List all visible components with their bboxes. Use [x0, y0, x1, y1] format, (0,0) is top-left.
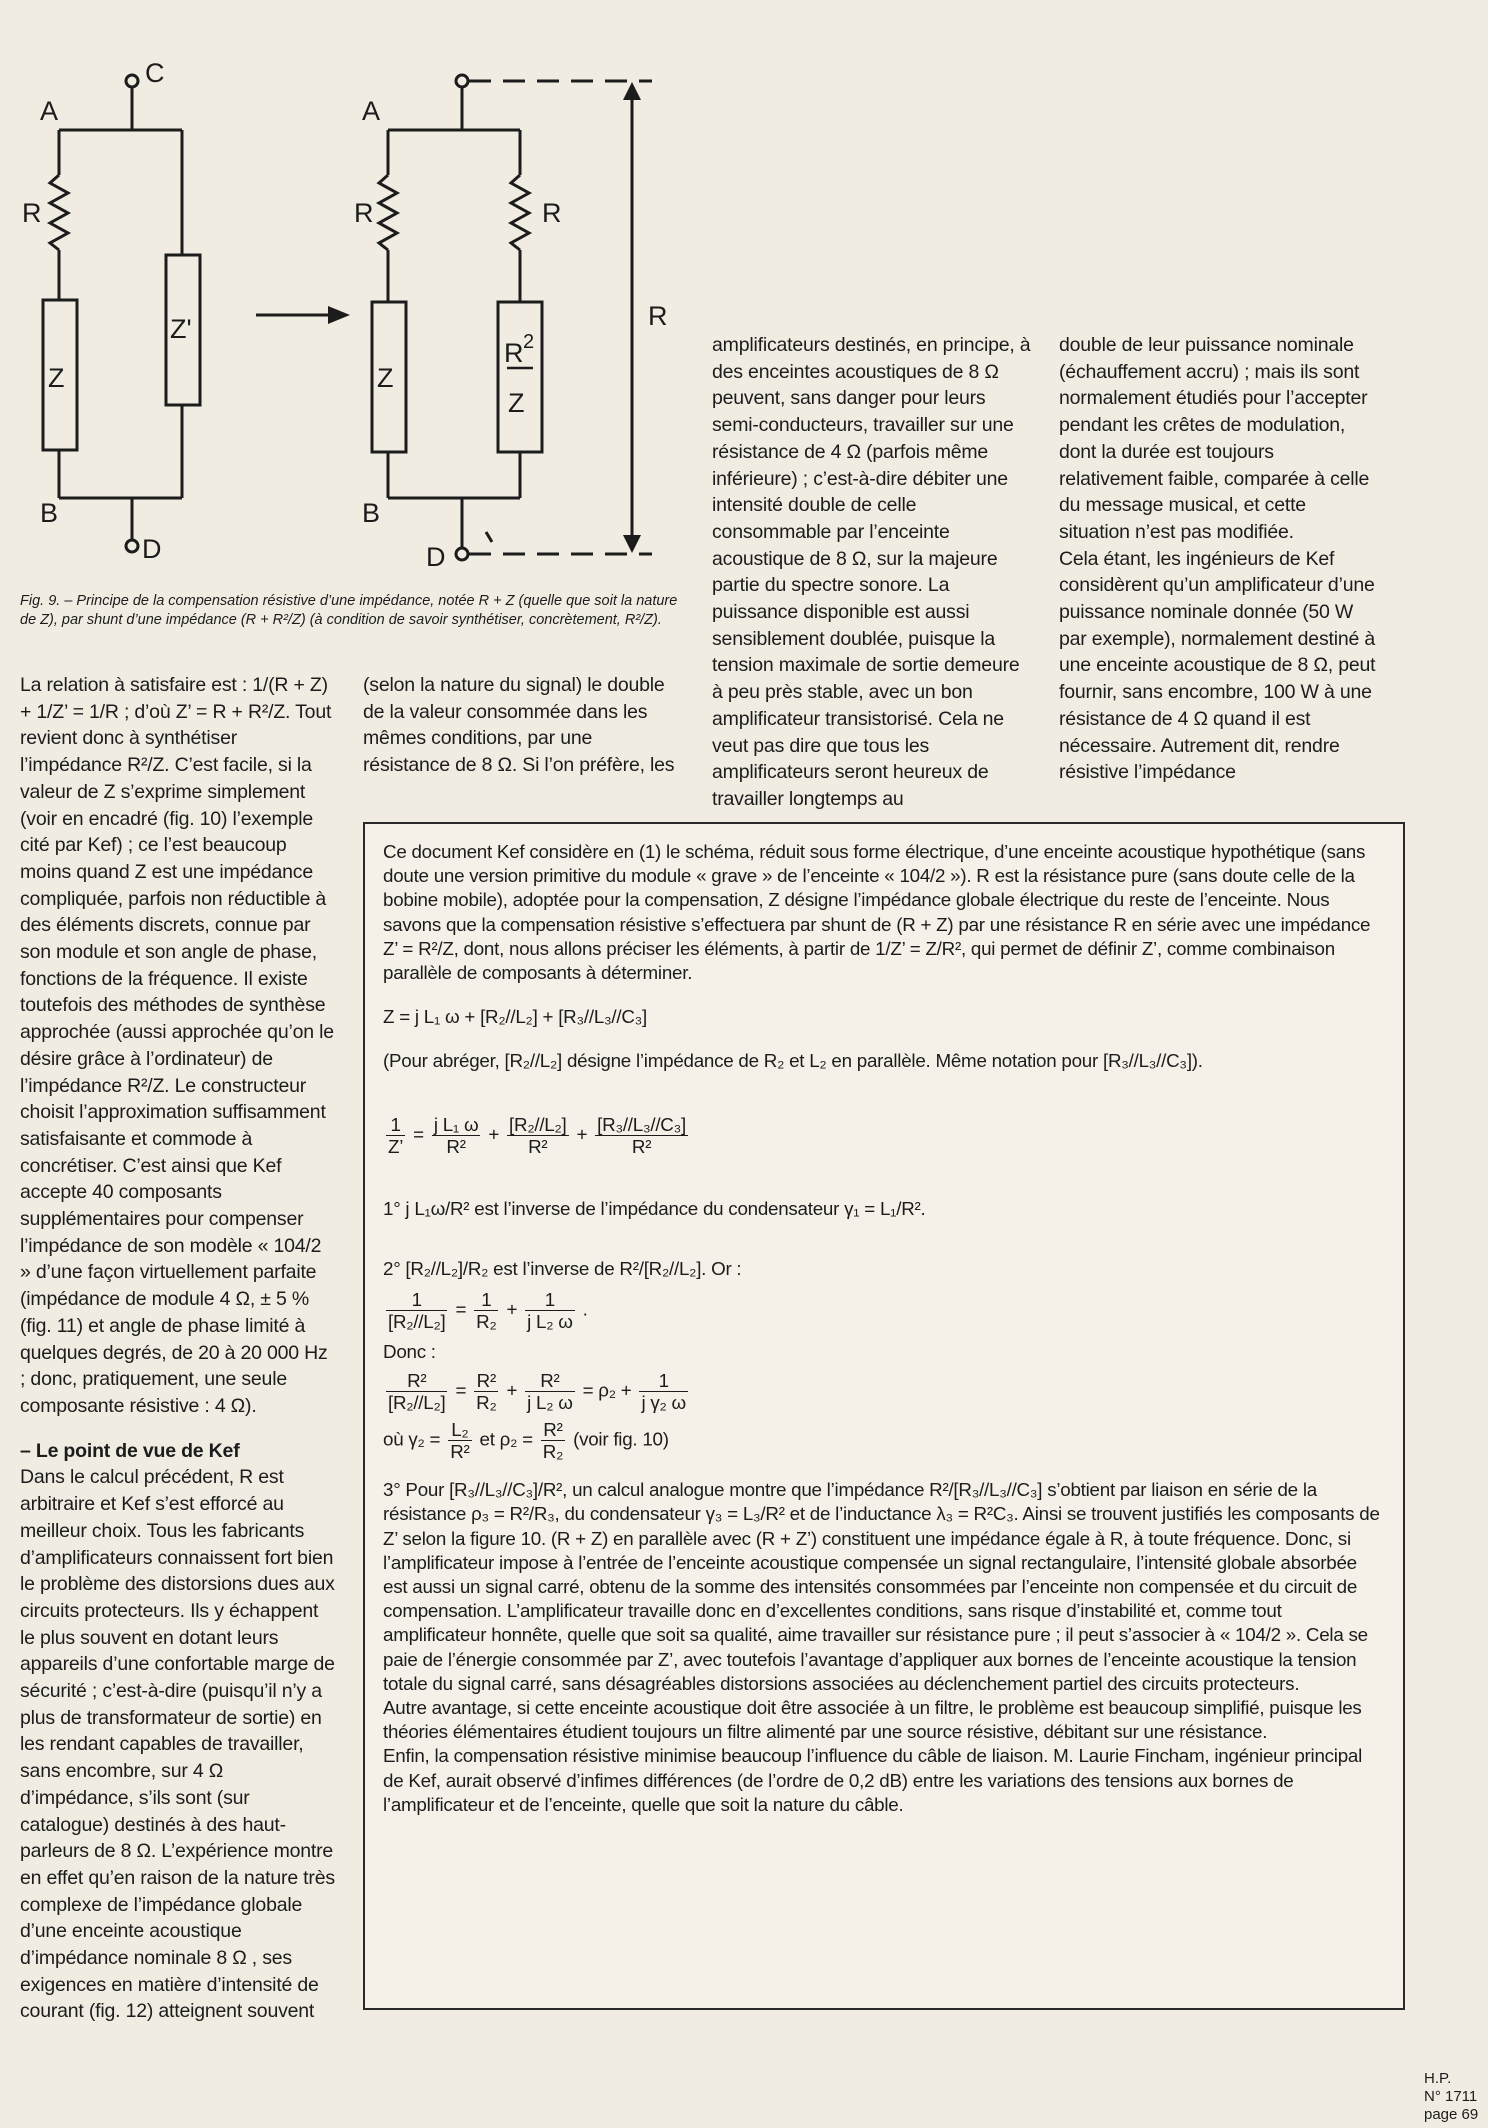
label-z-right: Z — [377, 363, 394, 393]
folio-page: page 69 — [1424, 2106, 1479, 2123]
column-1 — [20, 672, 336, 2025]
label-a: A — [40, 96, 59, 126]
label-r2-den: Z — [508, 388, 525, 418]
label-c: C — [145, 58, 165, 88]
box-equation-donc: $\frac{\text{R²}}{\text{[R₂//L₂]}}$ = $\frac{\text{R²}}{\text{R₂}}$ + $\frac{\text{R²}}{\text{j L₂ ω}}$ = ρ₂ + $\frac{1}{\text{j γ₂ ω}}$ — [388, 1370, 686, 1414]
label-r-total: R — [648, 301, 668, 331]
col4-paragraph-1: double de leur puissance nominale (échauffement accru) ; mais ils sont normalement étudiés pour l’accepter pendant les crêtes de modulation, dont la durée est toujours relativement faible, comparée à celle du message musical, et cette situation n’est pas modifiée. — [1059, 334, 1370, 543]
box-equation-z: Z = j L₁ ω + [R₂//L₂] + [R₃//L₃//C₃] — [383, 1006, 648, 1028]
label-d-right: D — [426, 542, 446, 572]
label-b-right: B — [362, 498, 381, 528]
label-z: Z — [48, 363, 65, 393]
column-4 — [1059, 332, 1381, 786]
label-r2-num: R — [504, 338, 524, 368]
box-paragraph-filter: Autre avantage, si cette enceinte acoustique doit être associée à un filtre, le problème est beaucoup simplifié, puisque les théories élémentaires étudient toujours un filtre alimenté par une source résistive, débitant sur une résistance. — [383, 1697, 1362, 1743]
col3-paragraph-1: amplificateurs destinés, en principe, à des enceintes acoustiques de 8 Ω peuvent, sans danger pour leurs semi-conducteurs, travailler sur une résistance de 4 Ω (parfois même inférieure) ; c’est-à-dire débiter une intensité double de celle consommable par l’enceinte acoustique de 8 Ω, sur la majeure partie du spectre sonore. La puissance disponible est aussi sensiblement doublée, puisque la tension maximale de sortie demeure à peu près stable, avec un bon amplificateur transistorisé. Cela ne veut pas dire que tous les amplificateurs seront heureux de travailler longtemps au — [712, 334, 1031, 810]
box-paragraph-cable: Enfin, la compensation résistive minimise beaucoup l’influence du câble de liaison. M. Laurie Fincham, ingénieur principal de Kef, aurait observé d’infimes différences (de l’ordre de 0,2 dB) entre les variations des tensions aux bornes de l’amplificateur et de l’enceinte, quelle que soit la nature du câble. — [383, 1745, 1363, 1815]
col4-paragraph-2: Cela étant, les ingénieurs de Kef considèrent qu’un amplificateur d’une puissance nominale donnée (50 W par exemple), normalement destiné à une enceinte acoustique de 8 Ω, peut fournir, sans encombre, 100 W à une résistance de 4 Ω quand il est nécessaire. Autrement dit, rendre résistive l’impédance — [1059, 547, 1376, 784]
box-paragraph-1: Ce document Kef considère en (1) le schéma, réduit sous forme électrique, d’une enceinte acoustique hypothétique (sans doute une version primitive du module « grave » de l’enceinte « 104/2 »). R est la résistance pure (sans doute celle de la bobine mobile), adoptée pour la compensation, Z désigne l’impédance globale électrique du reste de l’enceinte. Nous savons que la compensation résistive s’effectuera par shunt de (R + Z) par une résistance R en série avec une impédance Z’ = R²/Z, dont, nous allons préciser les éléments, à partir de 1/Z’ = Z/R², qui permet de définir Z’, comme combinaison parallèle de composants à déterminer. — [383, 841, 1371, 984]
section-heading-kef: – Le point de vue de Kef — [20, 1439, 240, 1462]
box-paragraph-2: (Pour abréger, [R₂//L₂] désigne l’impédance de R₂ et L₂ en parallèle. Même notation pour [R₃//L₃//C₃]). — [383, 1050, 1203, 1072]
box-equation-gamma2: où γ₂ = $\frac{\text{L₂}}{\text{R²}}$ et ρ₂ = $\frac{\text{R²}}{\text{R₂}}$ (voir fig. 10) — [383, 1419, 669, 1463]
box-point-1: 1° j L₁ω/R² est l’inverse de l’impédance du condensateur γ₁ = L₁/R². — [383, 1197, 926, 1219]
col2-paragraph-1: (selon la nature du signal) le double de la valeur consommée dans les mêmes conditions, par une résistance de 8 Ω. Si l’on préfère, les — [363, 674, 675, 777]
figure-9-schematic — [20, 40, 680, 580]
label-r-left: R — [354, 198, 374, 228]
label-r-right: R — [542, 198, 562, 228]
column-2 — [363, 672, 675, 779]
label-b: B — [40, 498, 59, 528]
folio-issue: N° 1711 — [1424, 2088, 1478, 2105]
col1-paragraph-1: La relation à satisfaire est : 1/(R + Z) + 1/Z’ = 1/R ; d’où Z’ = R + R²/Z. Tout revient donc à synthétiser l’impédance R²/Z. C’est facile, si la valeur de Z s’exprime simplement (voir en encadré (fig. 10) l’exemple cité par Kef) ; ce l’est beaucoup moins quand Z est une impédance compliquée, parfois non réductible à des éléments discrets, connue par son module et son angle de phase, fonctions de la fréquence. Il existe toutefois des méthodes de synthèse approchée (aussi approchée qu’on le désire grâce à l’ordinateur) de l’impédance R²/Z. Le constructeur choisit l’approximation suffisamment satisfaisante et commode à concrétiser. C’est ainsi que Kef accepte 40 composants supplémentaires pour compenser l’impédance de son modèle « 104/2 » d’une façon virtuellement parfaite (impédance de module 4 Ω, ± 5 % (fig. 11) et angle de phase limité à quelques degrés, de 20 à 20 000 Hz ; donc, pratiquement, une seule composante résistive : 4 Ω). — [20, 674, 334, 1417]
column-3 — [712, 332, 1034, 813]
box-equation-inverse-z: $\frac{1}{Z’}$ = $\frac{\text{j L₁ ω}}{\text{R²}}$ + $\frac{\text{[R₂//L₂]}}{\text{R²}}$ + $\frac{\text{[R₃//L₃//C₃]}}{\text{R²}}$ — [388, 1113, 686, 1157]
label-d: D — [142, 534, 162, 564]
label-a-right: A — [362, 96, 381, 126]
figure-caption: Fig. 9. – Principe de la compensation résistive d’une impédance, notée R + Z (quelle que soit la nature de Z), par shunt d’une impédance (R + R²/Z) (à condition de savoir synthétiser, concrètement, R²/Z). — [20, 593, 678, 628]
col1-paragraph-2: Dans le calcul précédent, R est arbitraire et Kef s’est efforcé au meilleur choix. Tous les fabricants d’amplificateurs connaissent fort bien le problème des distorsions dues aux circuits protecteurs. Ils y échappent le plus souvent en dotant leurs appareils d’une confortable marge de sécurité ; c’est-à-dire (puisqu’il n’y a plus de transformateur de sortie) en les rendant capables de travailler, sans encombre, sur 4 Ω d’impédance, s’ils sont (sur catalogue) destinés à des haut-parleurs de 8 Ω. L’expérience montre en effet qu’en raison de la nature très complexe de l’impédance globale d’une enceinte acoustique d’impédance nominale 8 Ω , ses exigences en matière d’intensité de courant (fig. 12) atteignent souvent — [20, 1466, 335, 2023]
inset-box-fig10 — [363, 822, 1405, 2010]
page-folio — [1424, 2070, 1488, 2124]
box-point-3: 3° Pour [R₃//L₃//C₃]/R², un calcul analogue montre que l’impédance R²/[R₃//L₃//C₃] s’obtient par liaison en série de la résistance ρ₃ = R²/R₃, du condensateur γ₃ = L₃/R² et de l’inductance λ₃ = R²C₃. Ainsi se trouvent justifiés les composants de Z’ selon la figure 10. (R + Z) en parallèle avec (R + Z’) constituent une impédance égale à R, à toute fréquence. Donc, si l’amplificateur impose à l’entrée de l’enceinte acoustique compensée un signal rectangulaire, l’intensité globale absorbée est aussi un signal carré, obtenu de la somme des intensités consommées par l’enceinte non compensée et du circuit de compensation. L’amplificateur travaille donc en d’excellentes conditions, sans risque d’instabilité et, comme tout amplificateur honnête, quelle que soit sa qualité, aime travailler sur résistance pure ; il peut s’associer à « 104/2 ». Cela se paie de l’énergie consommée par Z’, avec toutefois l’avantage d’appliquer aux bornes de l’enceinte acoustique la tension totale du signal carré, sans désagréables distorsions associées au déclenchement partiel des circuits protecteurs. — [383, 1479, 1380, 1694]
folio-magazine: H.P. — [1424, 2070, 1452, 2087]
box-donc: Donc : — [383, 1341, 436, 1363]
box-point-2: 2° [R₂//L₂]/R₂ est l’inverse de R²/[R₂//L₂]. Or : — [383, 1257, 742, 1279]
label-zprime: Z' — [170, 314, 192, 344]
label-r2-sup: 2 — [523, 331, 535, 353]
label-r: R — [22, 198, 42, 228]
box-equation-parallel: $\frac{1}{\text{[R₂//L₂]}}$ = $\frac{1}{\text{R₂}}$ + $\frac{1}{\text{j L₂ ω}}$ . — [388, 1289, 588, 1333]
